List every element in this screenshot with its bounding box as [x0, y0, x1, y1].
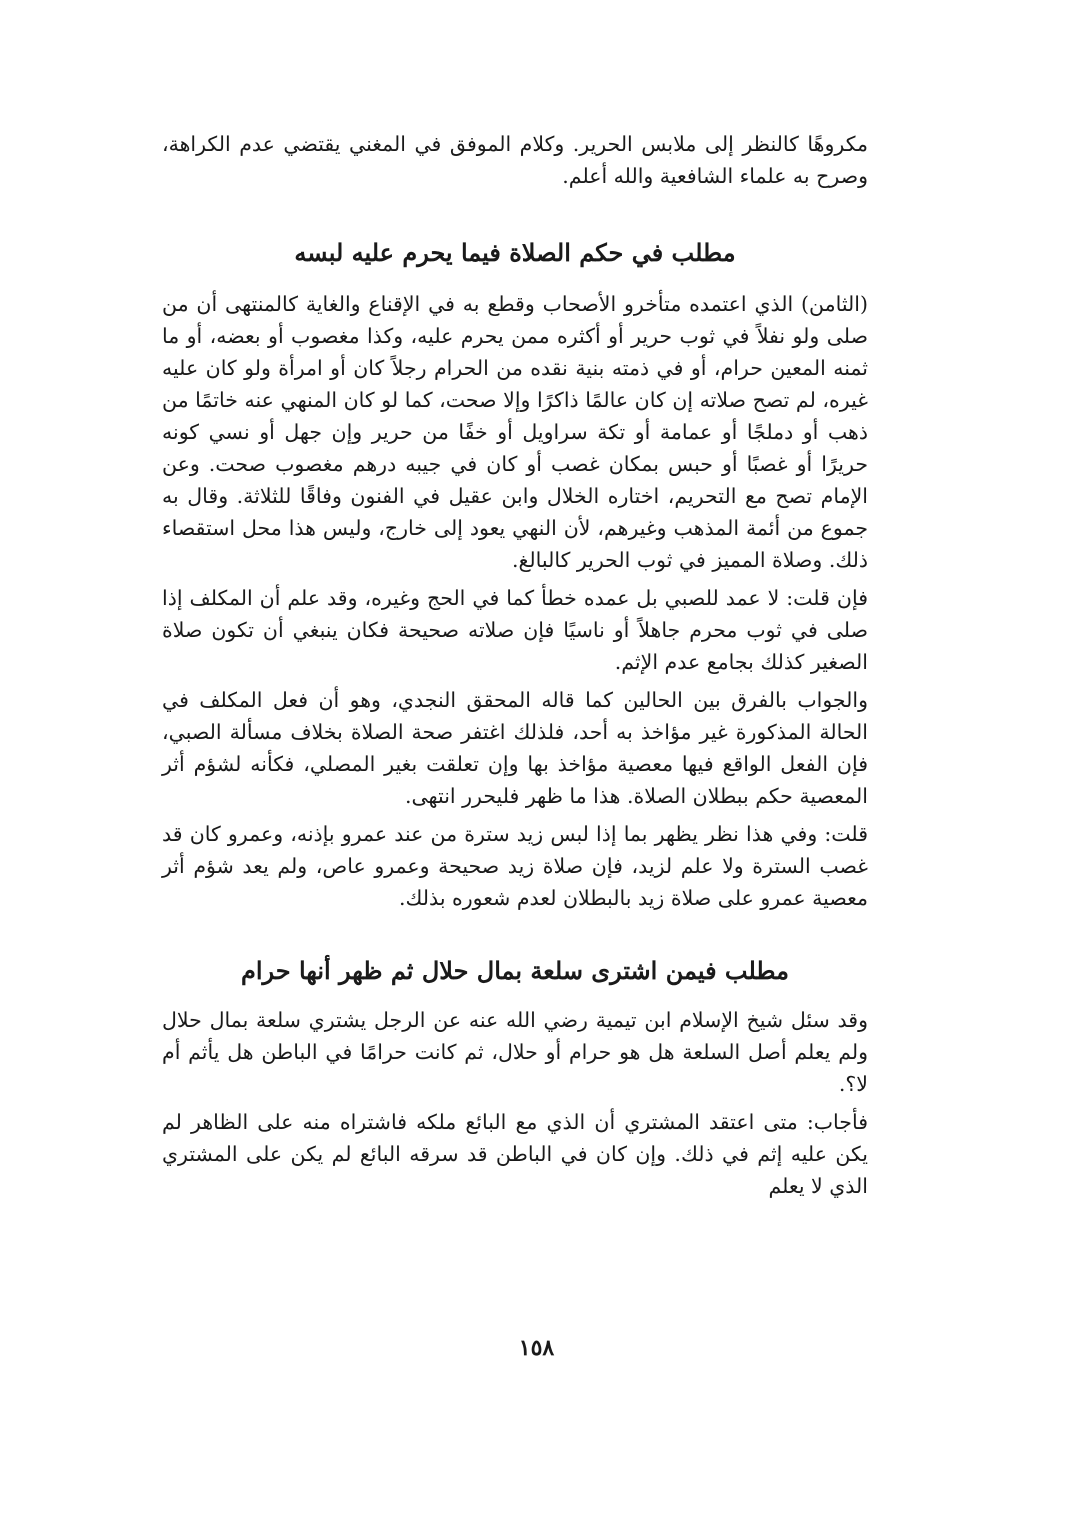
paragraph-question: وقد سئل شيخ الإسلام ابن تيمية رضي الله عنه عن الرجل يشتري سلعة بمال حلال ولم يعلم أصل السلعة هل هو حرام أو حلال، ثم كانت حرامًا في الباطن هل يأثم أم لا؟. — [162, 1008, 868, 1096]
paragraph-eighth: (الثامن) الذي اعتمده متأخرو الأصحاب وقطع به في الإقناع والغاية كالمنتهى أن من صلى ولو نفلاً في ثوب حرير أو أكثره ممن يحرم عليه، وكذا مغصوب أو بعضه، أو ما ثمنه المعين حرام، أو في ذمته بنية نقده من الحرام رجلاً كان أو امرأة ولو كان عليه غيره، لم تصح صلاته إن كان عالمًا ذاكرًا وإلا صحت، كما لو كان المنهي عنه خاتمًا من ذهب أو دملجًا أو عمامة أو تكة سراويل أو خفًا من حرير وإن جهل أو نسي كونه حريرًا أو غصبًا أو حبس بمكان غصب أو كان في جيبه درهم مغصوب صحت. وعن الإمام تصح مع التحريم، اختاره الخلال وابن عقيل في الفنون وفاقًا للثلاثة. وقال به جموع من أئمة المذهب وغيرهم، لأن النهي يعود إلى خارج، وليس هذا محل استقصاء ذلك. وصلاة المميز في ثوب الحرير كالبالغ. — [162, 292, 868, 572]
paragraph-fatwa-answer: فأجاب: متى اعتقد المشتري أن الذي مع البائع ملكه فاشتراه منه على الظاهر لم يكن عليه إثم في ذلك. وإن كان في الباطن قد سرقه البائع لم يكن على المشتري الذي لا يعلم — [162, 1110, 868, 1198]
page-number: ١٥٨ — [518, 1335, 555, 1361]
paragraph-answer: والجواب بالفرق بين الحالين كما قاله المحقق النجدي، وهو أن فعل المكلف في الحالة المذكورة غير مؤاخذ به أحد، فلذلك اغتفر صحة الصلاة بخلاف مسألة الصبي، فإن الفعل الواقع فيها معصية مؤاخذ بها وإن تعلقت بغير المصلي، فكأنه لشؤم أثر المعصية حكم ببطلان الصلاة. هذا ما ظهر فليحرر انتهى. — [162, 688, 868, 808]
page-body — [162, 128, 868, 1368]
section-heading-buying-goods: مطلب فيمن اشترى سلعة بمال حلال ثم ظهر أنها حرام — [241, 956, 789, 985]
section-heading-prayer-in-forbidden-clothing: مطلب في حكم الصلاة فيما يحرم عليه لبسه — [294, 238, 736, 267]
paragraph-objection: فإن قلت: لا عمد للصبي بل عمده خطأ كما في الحج وغيره، وقد علم أن المكلف إذا صلى في ثوب محرم جاهلاً أو ناسيًا فإن صلاته صحيحة فكان ينبغي أن تكون صلاة الصغير كذلك بجامع عدم الإثم. — [162, 586, 868, 674]
paragraph-counterpoint: قلت: وفي هذا نظر يظهر بما إذا لبس زيد سترة من عند عمرو بإذنه، وعمرو كان قد غصب السترة ولا علم لزيد، فإن صلاة زيد صحيحة وعمرو عاص، ولم يعد شؤم أثر معصية عمرو على صلاة زيد بالبطلان لعدم شعوره بذلك. — [162, 822, 868, 910]
opening-paragraph: مكروهًا كالنظر إلى ملابس الحرير. وكلام الموفق في المغني يقتضي عدم الكراهة، وصرح به علماء الشافعية والله أعلم. — [162, 132, 868, 188]
